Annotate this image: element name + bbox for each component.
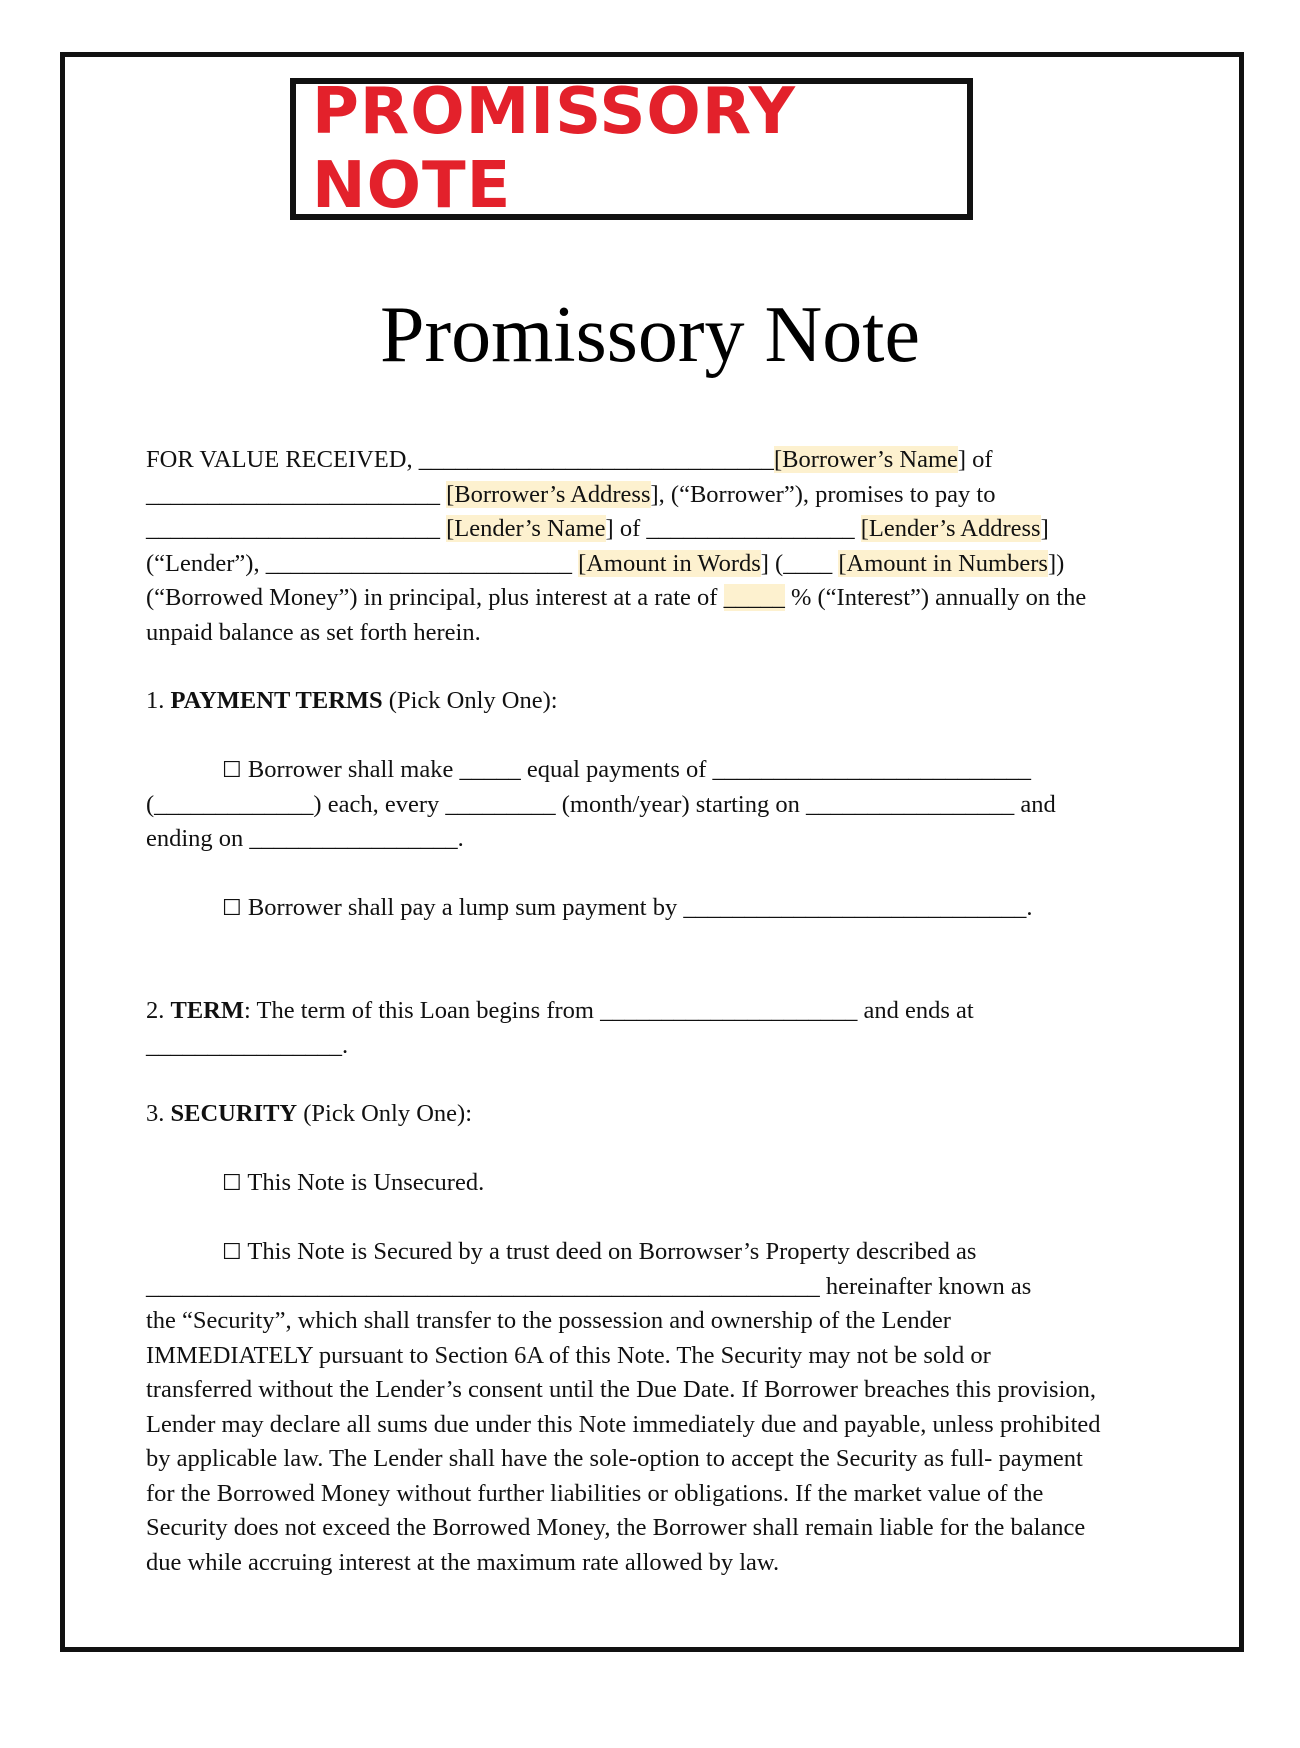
- security-text-line: IMMEDIATELY pursuant to Section 6A of this Note. The Security may not be sold or: [146, 1341, 991, 1369]
- payment-option-installments: ☐ Borrower shall make _____ equal payments of __________________________ (_____________) each, every _________ (month/year) starting on _________________ and ending on _________________.: [146, 756, 1056, 852]
- document-title: Promissory Note: [380, 291, 920, 379]
- lender-name-placeholder[interactable]: [Lender’s Name: [446, 515, 606, 542]
- interest-rate-blank[interactable]: _____: [723, 584, 785, 611]
- term-section: 2. TERM: The term of this Loan begins from _____________________ and ends at ________________.: [146, 997, 974, 1059]
- checkbox-lump-sum[interactable]: ☐: [222, 896, 242, 921]
- intro-line-4: (“Lender”), _________________________ [Amount in Words] (____ [Amount in Numbers]): [146, 549, 1065, 577]
- intro-line-5: (“Borrowed Money”) in principal, plus interest at a rate of _____ % (“Interest”) annually on the: [146, 584, 1087, 611]
- banner-title: PROMISSORY NOTE: [312, 75, 796, 223]
- amount-words-placeholder[interactable]: [Amount in Words: [578, 549, 761, 577]
- checkbox-unsecured[interactable]: ☐: [222, 1171, 242, 1196]
- security-option-secured: ☐ This Note is Secured by a trust deed on Borrowser’s Property described as _______________________________________________________ hereinafter known as the “Security”, which shall transfer to the possession and ownership of the Lender IMMEDIATELY pursuant to Section 6A of this Note. The Security may not be sold or transferred without the Lender’s consent until the Due Date. If Borrower breaches this provision, Lender may declare all sums due under this Note immediately due and payable, unless prohibited by applicable law. The Lender shall have the sole-option to accept the Security as full- payment for the Borrowed Money without further liabilities or obligations. If the market value of the Security does not exceed the Borrowed Money, the Borrower shall remain liable for the balance due while accruing interest at the maximum rate allowed by law.: [146, 1235, 1146, 1580]
- borrower-name-placeholder[interactable]: [Borrower’s Name: [773, 446, 958, 473]
- payment-terms-heading: 1. PAYMENT TERMS (Pick Only One):: [146, 687, 558, 714]
- amount-numbers-placeholder[interactable]: [Amount in Numbers: [838, 549, 1048, 577]
- security-text-line: the “Security”, which shall transfer to the possession and ownership of the Lender: [146, 1307, 951, 1334]
- title-banner: [290, 75, 973, 223]
- security-text-line: Security does not exceed the Borrowed Money, the Borrower shall remain liable for the balance: [146, 1514, 1086, 1541]
- lender-address-placeholder[interactable]: [Lender’s Address: [860, 515, 1041, 542]
- security-text-line: due while accruing interest at the maximum rate allowed by law.: [146, 1548, 780, 1576]
- intro-line-6: unpaid balance as set forth herein.: [146, 618, 481, 646]
- checkbox-installments[interactable]: ☐: [222, 758, 242, 783]
- intro-line-2: ________________________ [Borrower’s Address], (“Borrower”), promises to pay to: [146, 480, 996, 508]
- borrower-address-placeholder[interactable]: [Borrower’s Address: [446, 480, 651, 508]
- security-text-line: Lender may declare all sums due under this Note immediately due and payable, unless prohibited: [146, 1410, 1101, 1438]
- checkbox-secured[interactable]: ☐: [222, 1240, 242, 1265]
- security-text-line: for the Borrowed Money without further liabilities or obligations. If the market value of the: [146, 1479, 1044, 1507]
- security-text-line: by applicable law. The Lender shall have the sole-option to accept the Security as full- payment: [146, 1445, 1083, 1472]
- payment-option-lump-sum: ☐ Borrower shall pay a lump sum payment by ____________________________.: [222, 894, 1033, 921]
- security-text-line: transferred without the Lender’s consent until the Due Date. If Borrower breaches this provision,: [146, 1376, 1096, 1403]
- security-heading: 3. SECURITY (Pick Only One):: [146, 1100, 472, 1127]
- security-title: SECURITY: [170, 1100, 298, 1127]
- security-option-unsecured: ☐ This Note is Unsecured.: [222, 1169, 485, 1196]
- term-title: TERM: [170, 997, 244, 1024]
- payment-terms-title: PAYMENT TERMS: [170, 687, 383, 714]
- intro-paragraph: [146, 443, 1146, 650]
- intro-line-3: ________________________ [Lender’s Name] of _________________ [Lender’s Address]: [146, 515, 1049, 542]
- intro-line-1: FOR VALUE RECEIVED, _____________________________[Borrower’s Name] of: [146, 446, 993, 473]
